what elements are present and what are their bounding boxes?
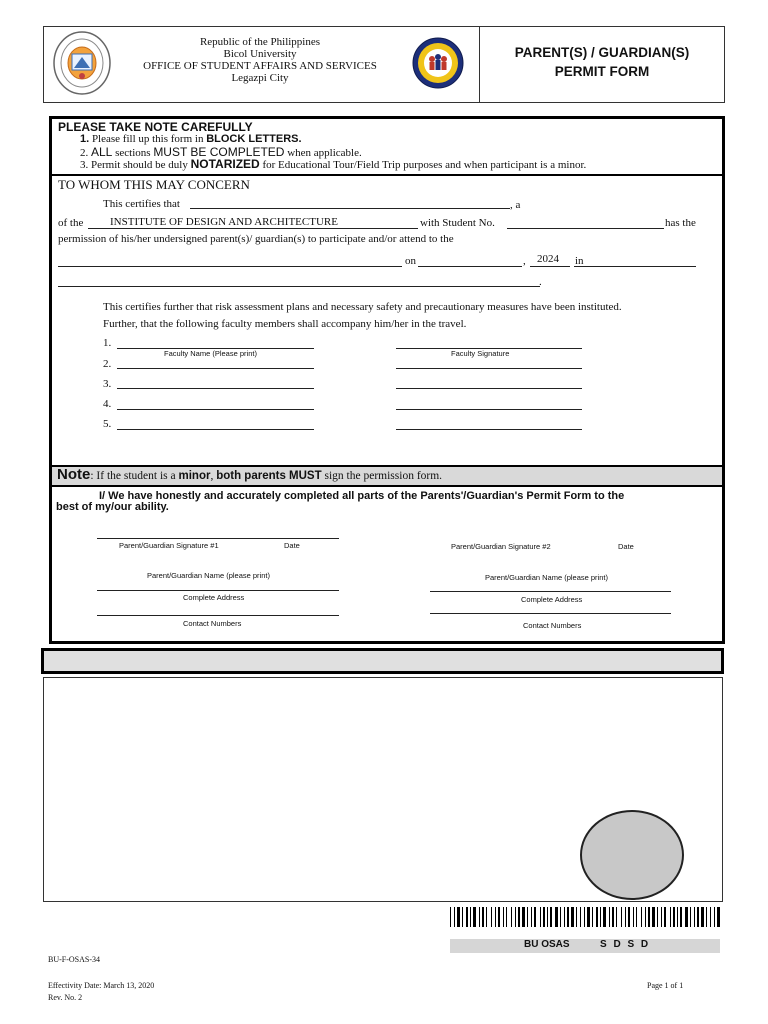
faculty-name-4-field[interactable] <box>117 409 314 410</box>
note-2-bold-all: ALL <box>91 145 113 159</box>
venue-field-line2[interactable] <box>58 286 540 287</box>
note-3-pre: Permit should be duly <box>91 159 191 171</box>
barcode-bar <box>697 907 699 927</box>
faculty-name-2-field[interactable] <box>117 368 314 369</box>
note-label: Note <box>57 466 91 483</box>
barcode-bar <box>648 907 650 927</box>
barcode-bar <box>657 907 658 927</box>
barcode-bar <box>457 907 460 927</box>
barcode-bar <box>612 907 614 927</box>
period: . <box>539 276 542 288</box>
barcode-bar <box>515 907 516 927</box>
barcode-bar <box>473 907 476 927</box>
barcode-bar <box>479 907 480 927</box>
barcode-bar <box>592 907 593 927</box>
risk-assessment-line: This certifies further that risk assessment plans and necessary safety and precautionary measures have been instituted. <box>103 301 622 313</box>
on-label: on <box>405 255 416 267</box>
address-1-field[interactable] <box>97 615 339 616</box>
note-1-text: Please fill up this form in <box>91 133 207 145</box>
parent-name-2-label: Parent/Guardian Name (please print) <box>485 573 608 582</box>
parent-signature-1-field[interactable] <box>97 538 339 539</box>
barcode-bar <box>522 907 525 927</box>
event-field[interactable] <box>58 266 402 267</box>
note-comma: , <box>210 470 217 482</box>
barcode-bar <box>547 907 548 927</box>
barcode-bar <box>462 907 463 927</box>
barcode-bar <box>633 907 634 927</box>
barcode-bar <box>470 907 471 927</box>
note-2-bold-completed: MUST BE COMPLETED <box>153 145 285 159</box>
barcode-bar <box>706 907 707 927</box>
parent-signature-2-label: Parent/Guardian Signature #2 <box>451 542 551 551</box>
faculty-name-label: Faculty Name (Please print) <box>164 349 257 358</box>
permission-line: permission of his/her undersigned parent(s)/ guardian(s) to participate and/or attend to the <box>58 233 454 245</box>
has-the-label: has the <box>665 217 696 229</box>
barcode-bar <box>531 907 532 927</box>
barcode-bar <box>714 907 715 927</box>
barcode-bar <box>560 907 561 927</box>
salutation: TO WHOM THIS MAY CONCERN <box>58 177 250 192</box>
declaration-line-1: I/ We have honestly and accurately completed all parts of the Parents'/Guardian's Permit Form to the <box>99 490 625 502</box>
barcode-bar <box>454 907 455 927</box>
certifies-that-label: This certifies that <box>103 198 180 210</box>
note-2-number: 2. <box>80 147 89 159</box>
faculty-accompany-line: Further, that the following faculty members shall accompany him/her in the travel. <box>103 318 467 330</box>
barcode-bar <box>661 907 662 927</box>
form-title-line2: PERMIT FORM <box>554 64 650 79</box>
parent-date-1-label: Date <box>284 541 300 550</box>
barcode-bar <box>680 907 682 927</box>
note-3-post: for Educational Tour/Field Trip purposes and when participant is a minor. <box>259 159 587 171</box>
form-main-box <box>49 116 725 644</box>
student-name-field[interactable] <box>190 208 510 209</box>
barcode-bar <box>677 907 678 927</box>
barcode-bar <box>534 907 536 927</box>
barcode-bar <box>518 907 520 927</box>
barcode-bar <box>628 907 630 927</box>
faculty-name-5-field[interactable] <box>117 429 314 430</box>
year-value: 2024 <box>537 253 559 265</box>
faculty-number-2: 2. <box>103 358 112 370</box>
barcode-bar <box>511 907 512 927</box>
note-2-mid: sections <box>112 147 154 159</box>
year-field-line[interactable] <box>530 266 570 267</box>
page-number: Page 1 of 1 <box>647 981 684 990</box>
form-code: BU-F-OSAS-34 <box>48 955 101 964</box>
student-no-field[interactable] <box>507 228 664 229</box>
barcode-bar <box>567 907 569 927</box>
faculty-number-3: 3. <box>103 378 112 390</box>
faculty-number-5: 5. <box>103 418 112 430</box>
barcode-bar <box>576 907 577 927</box>
osas-seal <box>412 37 464 89</box>
barcode-bar <box>621 907 622 927</box>
barcode-bar <box>543 907 545 927</box>
date-comma: , <box>523 255 526 267</box>
note-item-1 <box>80 133 302 145</box>
faculty-signature-label: Faculty Signature <box>451 349 510 358</box>
barcode-bar <box>555 907 558 927</box>
faculty-name-3-field[interactable] <box>117 388 314 389</box>
barcode-bar <box>486 907 487 927</box>
note-pre: : If the student is a <box>90 470 179 482</box>
barcode-bar <box>580 907 581 927</box>
note-1-bold: BLOCK LETTERS. <box>206 133 302 145</box>
barcode-bar <box>466 907 468 927</box>
barcode-bar <box>540 907 541 927</box>
barcode-label-sdsd: S D S D <box>600 939 651 950</box>
barcode-bar <box>600 907 601 927</box>
barcode-bar <box>495 907 496 927</box>
header-line-office: OFFICE OF STUDENT AFFAIRS AND SERVICES <box>143 60 377 72</box>
faculty-signature-3-field[interactable] <box>396 388 582 389</box>
barcode-bar <box>584 907 585 927</box>
barcode-bar <box>625 907 626 927</box>
barcode-bar <box>641 907 642 927</box>
barcode-bar <box>596 907 598 927</box>
notes-separator <box>52 174 722 176</box>
barcode-bar <box>652 907 655 927</box>
college-value: INSTITUTE OF DESIGN AND ARCHITECTURE <box>110 216 338 228</box>
barcode-bar <box>673 907 675 927</box>
barcode-bar <box>645 907 646 927</box>
seal-placeholder <box>580 810 684 900</box>
parent-name-1-field[interactable] <box>97 590 339 591</box>
barcode-bar <box>616 907 617 927</box>
effectivity-date: Effectivity Date: March 13, 2020 <box>48 981 155 990</box>
contact-2-label: Contact Numbers <box>523 621 582 630</box>
header-line-university: Bicol University <box>223 48 297 60</box>
note-3-bold: NOTARIZED <box>190 157 260 171</box>
form-title-line1: PARENT(S) / GUARDIAN(S) <box>514 45 690 60</box>
form-title <box>482 43 722 81</box>
header-divider <box>479 26 480 103</box>
barcode-bar <box>717 907 720 927</box>
venue-field[interactable] <box>574 266 696 267</box>
college-field-line[interactable] <box>88 228 418 229</box>
with-student-no-label: with Student No. <box>420 217 495 229</box>
barcode-bar <box>636 907 637 927</box>
faculty-number-4: 4. <box>103 398 112 410</box>
note-item-3 <box>80 157 586 171</box>
parent-name-1-label: Parent/Guardian Name (please print) <box>147 571 270 580</box>
note-2-post: when applicable. <box>284 147 362 159</box>
note-both-parents: both parents MUST <box>216 470 322 482</box>
barcode-bar <box>609 907 610 927</box>
barcode-bar <box>670 907 671 927</box>
header-line-city: Legazpi City <box>231 72 289 84</box>
barcode-bar <box>694 907 695 927</box>
barcode-bar <box>571 907 574 927</box>
barcode-bar <box>664 907 666 927</box>
barcode-bar <box>527 907 528 927</box>
notary-header-bar <box>41 648 724 674</box>
barcode <box>448 907 722 927</box>
header-line-republic: Republic of the Philippines <box>199 36 321 48</box>
barcode-bar <box>498 907 500 927</box>
address-2-field[interactable] <box>430 613 671 614</box>
notes-heading: PLEASE TAKE NOTE CAREFULLY <box>58 120 253 134</box>
header-address <box>100 36 420 84</box>
barcode-bar <box>450 907 451 927</box>
faculty-signature-5-field[interactable] <box>396 429 582 430</box>
faculty-signature-4-field[interactable] <box>396 409 582 410</box>
note-text <box>57 466 442 485</box>
parent-name-2-field[interactable] <box>430 591 671 592</box>
date-field[interactable] <box>418 266 522 267</box>
barcode-bar <box>482 907 484 927</box>
barcode-bar <box>550 907 552 927</box>
barcode-bar <box>503 907 504 927</box>
in-label: in <box>575 255 584 267</box>
address-2-label: Complete Address <box>521 595 583 604</box>
note-post: sign the permission form. <box>321 470 443 482</box>
of-the-label: of the <box>58 217 84 229</box>
faculty-number-1: 1. <box>103 337 112 349</box>
address-1-label: Complete Address <box>183 593 245 602</box>
declaration-line-2: best of my/our ability. <box>56 501 169 513</box>
barcode-bar <box>685 907 688 927</box>
barcode-bar <box>587 907 590 927</box>
barcode-bar <box>506 907 507 927</box>
contact-1-label: Contact Numbers <box>183 619 242 628</box>
barcode-label-osas: BU OSAS <box>524 939 570 950</box>
note-1-number: 1. <box>80 133 90 145</box>
barcode-bar <box>491 907 492 927</box>
revision-number: Rev. No. 2 <box>48 993 83 1002</box>
note-3-number: 3. <box>80 159 89 171</box>
barcode-bar <box>710 907 711 927</box>
faculty-signature-2-field[interactable] <box>396 368 582 369</box>
barcode-bar <box>603 907 606 927</box>
barcode-label-bar <box>450 939 720 953</box>
barcode-bar <box>690 907 691 927</box>
comma-a-label: , a <box>510 199 521 211</box>
barcode-bar <box>564 907 565 927</box>
parent-date-2-label: Date <box>618 542 634 551</box>
note-minor: minor <box>178 470 211 482</box>
parent-signature-1-label: Parent/Guardian Signature #1 <box>119 541 219 550</box>
barcode-bar <box>701 907 704 927</box>
